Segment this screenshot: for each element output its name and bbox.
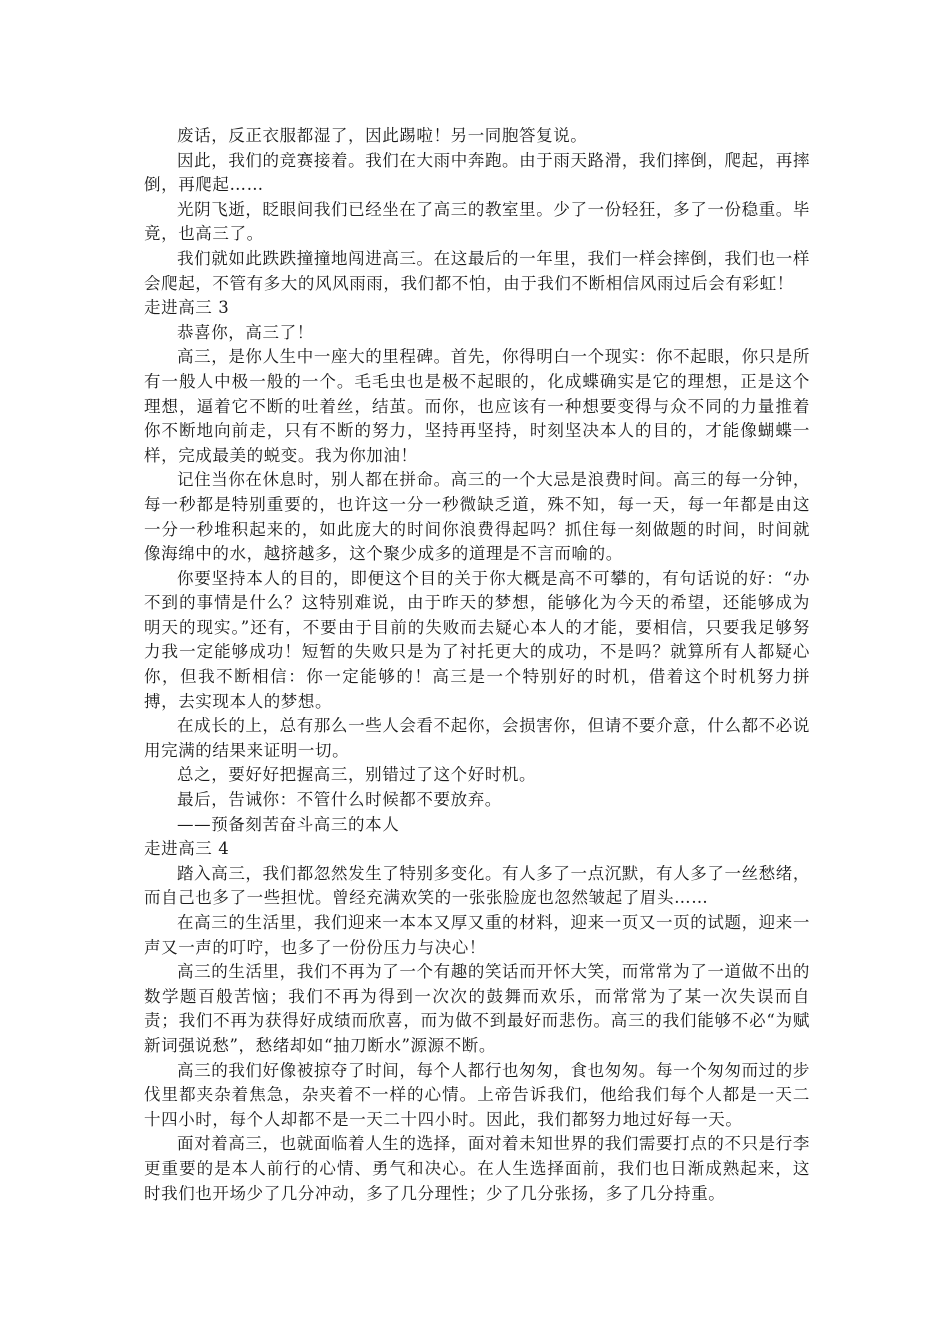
paragraph: 面对着高三，也就面临着人生的选择，面对着未知世界的我们需要打点的不只是行李更重要的是本人前行的心情、勇气和决心。在人生选择面前，我们也日渐成熟起来，这时我们也开场少了几分冲动，多了几分理性；少了几分张扬，多了几分持重。 — [144, 1134, 810, 1203]
paragraph: 你要坚持本人的目的，即便这个目的关于你大概是高不可攀的，有句话说的好：“办不到的事情是什么？这特别难说，由于昨天的梦想，能够化为今天的希望，还能够成为明天的现实。”还有，不要由于目前的失败而去疑心本人的才能，要相信，只要我足够努力我一定能够成功！短暂的失败只是为了衬托更大的成功，不是吗？就算所有人都疑心你，但我不断相信：你一定能够的！高三是一个特别好的时机，借着这个时机努力拼搏，去实现本人的梦想。 — [144, 568, 810, 711]
section-heading: 走进高三 4 — [144, 839, 230, 859]
paragraph: 恭喜你，高三了！ — [177, 322, 314, 342]
paragraph: 踏入高三，我们都忽然发生了特别多变化。有人多了一点沉默，有人多了一丝愁绪，而自己也多了一些担忧。曾经充满欢笑的一张张脸庞也忽然皱起了眉头…… — [144, 863, 810, 908]
paragraph: 在高三的生活里，我们迎来一本本又厚又重的材料，迎来一页又一页的试题，迎来一声又一声的叮咛，也多了一份份压力与决心！ — [144, 913, 810, 957]
paragraph: 因此，我们的竞赛接着。我们在大雨中奔跑。由于雨天路滑，我们摔倒，爬起，再摔倒，再爬起…… — [144, 150, 810, 195]
signature-line: ——预备刻苦奋斗高三的本人 — [177, 814, 400, 834]
paragraph: 光阴飞逝，眨眼间我们已经坐在了高三的教室里。少了一份轻狂，多了一份稳重。毕竟，也高三了。 — [144, 199, 810, 244]
section-heading: 走进高三 3 — [144, 298, 230, 318]
paragraph: 废话，反正衣服都湿了，因此踢啦！另一同胞答复说。 — [177, 126, 588, 145]
paragraph: 我们就如此跌跌撞撞地闯进高三。在这最后的一年里，我们一样会摔倒，我们也一样会爬起，不管有多大的风风雨雨，我们都不怕，由于我们不断相信风雨过后会有彩虹！ — [144, 248, 810, 293]
paragraph: 高三，是你人生中一座大的里程碑。首先，你得明白一个现实：你不起眼，你只是所有一般人中极一般的一个。毛毛虫也是极不起眼的，化成蝶确实是它的理想，正是这个理想，逼着它不断的吐着丝，结茧。而你，也应该有一种想要变得与众不同的力量推着你不断地向前走，只有不断的努力，坚持再坚持，时刻坚决本人的目的，才能像蝴蝶一样，完成最美的蜕变。我为你加油！ — [144, 347, 810, 465]
paragraph: 高三的生活里，我们不再为了一个有趣的笑话而开怀大笑，而常常为了一道做不出的数学题百般苦恼；我们不再为得到一次次的鼓舞而欢乐，而常常为了某一次失误而自责；我们不再为获得好成绩而欣喜，而为做不到最好而悲伤。高三的我们能够不必“为赋新词强说愁”，愁绪却如“抽刀断水”源源不断。 — [144, 962, 810, 1055]
paragraph: 高三的我们好像被掠夺了时间，每个人都行也匆匆，食也匆匆。每一个匆匆而过的步伐里都夹杂着焦急，杂夹着不一样的心情。上帝告诉我们，他给我们每个人都是一天二十四小时，每个人却都不是一天二十四小时。因此，我们都努力地过好每一天。 — [144, 1060, 810, 1129]
document-body — [144, 124, 810, 1206]
paragraph: 总之，要好好把握高三，别错过了这个好时机。 — [177, 765, 537, 785]
paragraph: 最后，告诫你：不管什么时候都不要放弃。 — [177, 790, 502, 810]
paragraph: 记住当你在休息时，别人都在拼命。高三的一个大忌是浪费时间。高三的每一分钟，每一秒都是特别重要的，也许这一分一秒微缺乏道，殊不知，每一天，每一年都是由这一分一秒堆积起来的，如此庞大的时间你浪费得起吗？抓住每一刻做题的时间，时间就像海绵中的水，越挤越多，这个聚少成多的道理是不言而喻的。 — [144, 470, 810, 564]
paragraph: 在成长的上，总有那么一些人会看不起你，会损害你，但请不要介意，什么都不必说用完满的结果来证明一切。 — [144, 716, 810, 760]
